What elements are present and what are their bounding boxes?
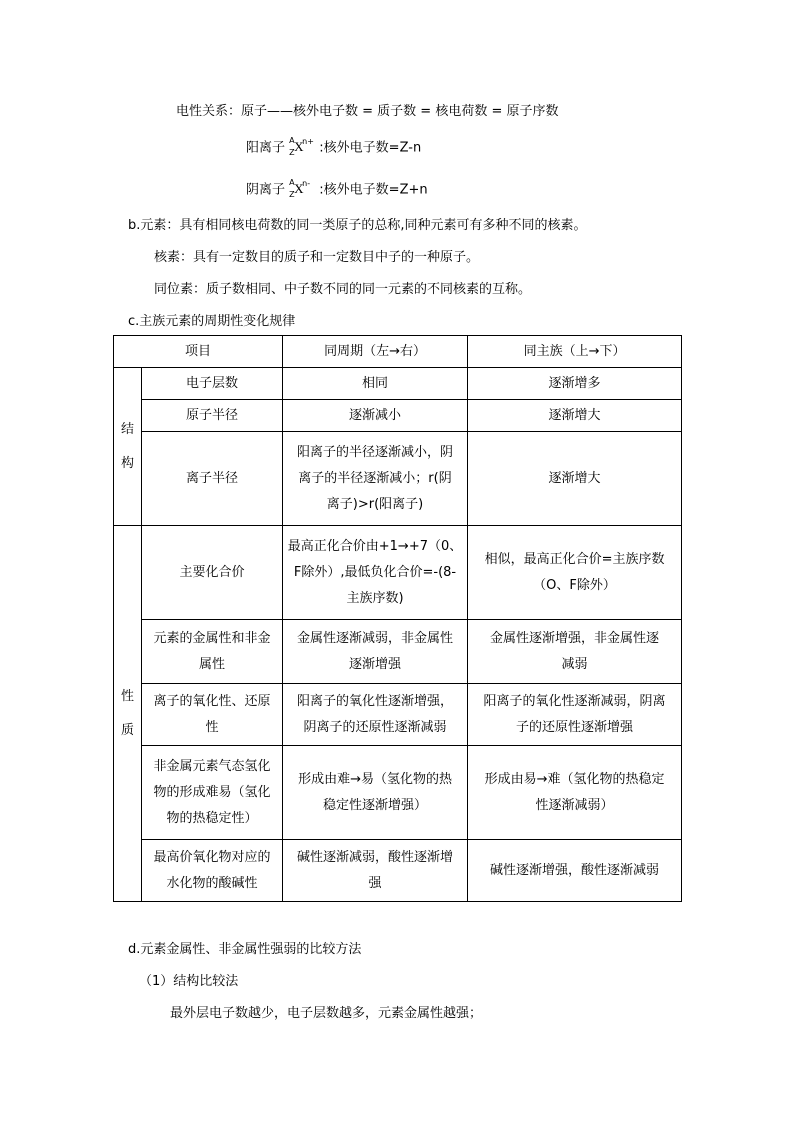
cell-period: 逐渐减小 (283, 400, 468, 432)
table-header-row (114, 336, 682, 368)
cation-atomic-number: Z (289, 148, 295, 157)
anion-mass-number: A (289, 178, 295, 187)
row-label: 非金属元素气态氢化 物的形成难易（氢化 物的热稳定性） (142, 746, 283, 840)
table-row (114, 746, 682, 840)
table-row (114, 840, 682, 902)
anion-nuclide-symbol (289, 180, 315, 200)
anion-element-symbol: X (294, 181, 304, 196)
row-label: 元素的金属性和非金 属性 (142, 620, 283, 684)
header-same-period: 同周期（左→右） (283, 336, 468, 368)
nuclide-definition: 核素：具有一定数目的质子和一定数目中子的一种原子。 (154, 250, 480, 265)
cell-period: 最高正化合价由+1→+7（0、 F除外）,最低负化合价=-(8- 主族序数) (283, 526, 468, 620)
anion-charge: n- (302, 179, 311, 188)
row-label: 主要化合价 (142, 526, 283, 620)
cation-line (246, 138, 421, 159)
cell-group: 逐渐增大 (468, 400, 682, 432)
row-label: 离子半径 (142, 432, 283, 526)
cation-mass-number: A (289, 136, 295, 145)
structure-method-rule: 最外层电子数越少，电子层数越多，元素金属性越强； (170, 1006, 483, 1021)
cell-group: 相似，最高正化合价=主族序数 （O、F除外） (468, 526, 682, 620)
section-d-heading: d.元素金属性、非金属性强弱的比较方法 (128, 942, 362, 957)
cell-group: 碱性逐渐增强，酸性逐渐减弱 (468, 840, 682, 902)
group-properties: 性 质 (114, 526, 142, 902)
anion-line (246, 180, 428, 201)
group-structure: 结 构 (114, 368, 142, 526)
cell-group: 逐渐增大 (468, 432, 682, 526)
cell-group: 阳离子的氧化性逐渐减弱，阴离 子的还原性逐渐增强 (468, 684, 682, 746)
header-same-group: 同主族（上→下） (468, 336, 682, 368)
cell-period: 金属性逐渐减弱，非金属性 逐渐增强 (283, 620, 468, 684)
row-label: 原子半径 (142, 400, 283, 432)
anion-prefix: 阴离子 (246, 182, 286, 198)
section-c-heading: c.主族元素的周期性变化规律 (128, 314, 296, 329)
structure-method-heading: （1）结构比较法 (139, 974, 239, 989)
cell-period: 相同 (283, 368, 468, 400)
row-label: 电子层数 (142, 368, 283, 400)
cell-group: 形成由易→难（氢化物的热稳定 性逐渐减弱） (468, 746, 682, 840)
cell-period: 阳离子的氧化性逐渐增强， 阴离子的还原性逐渐减弱 (283, 684, 468, 746)
cell-period: 碱性逐渐减弱，酸性逐渐增 强 (283, 840, 468, 902)
table-row (114, 432, 682, 526)
isotope-definition: 同位素：质子数相同、中子数不同的同一元素的不同核素的互称。 (154, 282, 532, 297)
table-row (114, 620, 682, 684)
cell-period: 形成由难→易（氢化物的热 稳定性逐渐增强） (283, 746, 468, 840)
header-item: 项目 (114, 336, 283, 368)
row-label: 离子的氧化性、还原 性 (142, 684, 283, 746)
cation-nuclide-symbol (289, 138, 315, 158)
electric-relation-line: 电性关系：原子——核外电子数 = 质子数 = 核电荷数 = 原子序数 (176, 104, 559, 119)
table-row (114, 684, 682, 746)
cation-prefix: 阳离子 (246, 140, 286, 156)
periodic-trend-table (113, 335, 682, 902)
element-definition: b.元素：具有相同核电荷数的同一类原子的总称,同种元素可有多种不同的核素。 (128, 218, 587, 233)
cell-group: 逐渐增多 (468, 368, 682, 400)
cation-charge: n+ (302, 137, 314, 146)
table-row (114, 368, 682, 400)
table-row (114, 400, 682, 432)
cation-rule: :核外电子数=Z-n (319, 140, 422, 156)
cation-element-symbol: X (294, 139, 304, 154)
cell-group: 金属性逐渐增强，非金属性逐 减弱 (468, 620, 682, 684)
anion-rule: :核外电子数=Z+n (319, 182, 428, 198)
table-row (114, 526, 682, 620)
row-label: 最高价氧化物对应的 水化物的酸碱性 (142, 840, 283, 902)
cell-period: 阳离子的半径逐渐减小，阴 离子的半径逐渐减小；r(阴 离子)>r(阳离子) (283, 432, 468, 526)
anion-atomic-number: Z (289, 190, 295, 199)
